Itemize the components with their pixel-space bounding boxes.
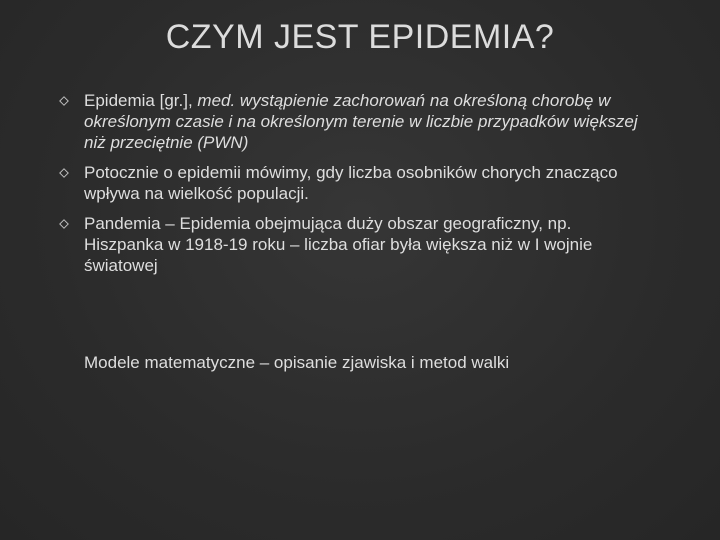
bullet-item-pandemia: [54, 213, 654, 276]
bullet-text: [gr.],: [154, 91, 198, 110]
diamond-outline-icon: [59, 96, 69, 106]
bullet-text: – Epidemia obejmująca duży obszar geograficzny, np. Hiszpanka w 1918-19 roku – liczba ofiar była większa niż w I wojnie światowej: [84, 214, 593, 275]
bullet-text: Potocznie o epidemii mówimy, gdy liczba osobników chorych znacząco wpływa na wielkość populacji.: [84, 163, 618, 203]
bullet-term: Epidemia: [84, 91, 155, 110]
diamond-outline-icon: [59, 219, 69, 229]
bullet-term: Pandemia: [84, 214, 161, 233]
footer-note: Modele matematyczne – opisanie zjawiska i metod walki: [84, 353, 510, 372]
bullet-item-epidemia: [54, 90, 654, 153]
bullet-definition: med. wystąpienie zachorowań na określoną chorobę w określonym czasie i na określonym terenie w liczbie przypadków większej niż przeciętnie (PWN): [84, 91, 638, 152]
diamond-outline-icon: [59, 168, 69, 178]
bullet-list: [54, 90, 654, 285]
bullet-item-potocznie: [54, 162, 654, 204]
slide-title: CZYM JEST EPIDEMIA?: [165, 18, 555, 56]
